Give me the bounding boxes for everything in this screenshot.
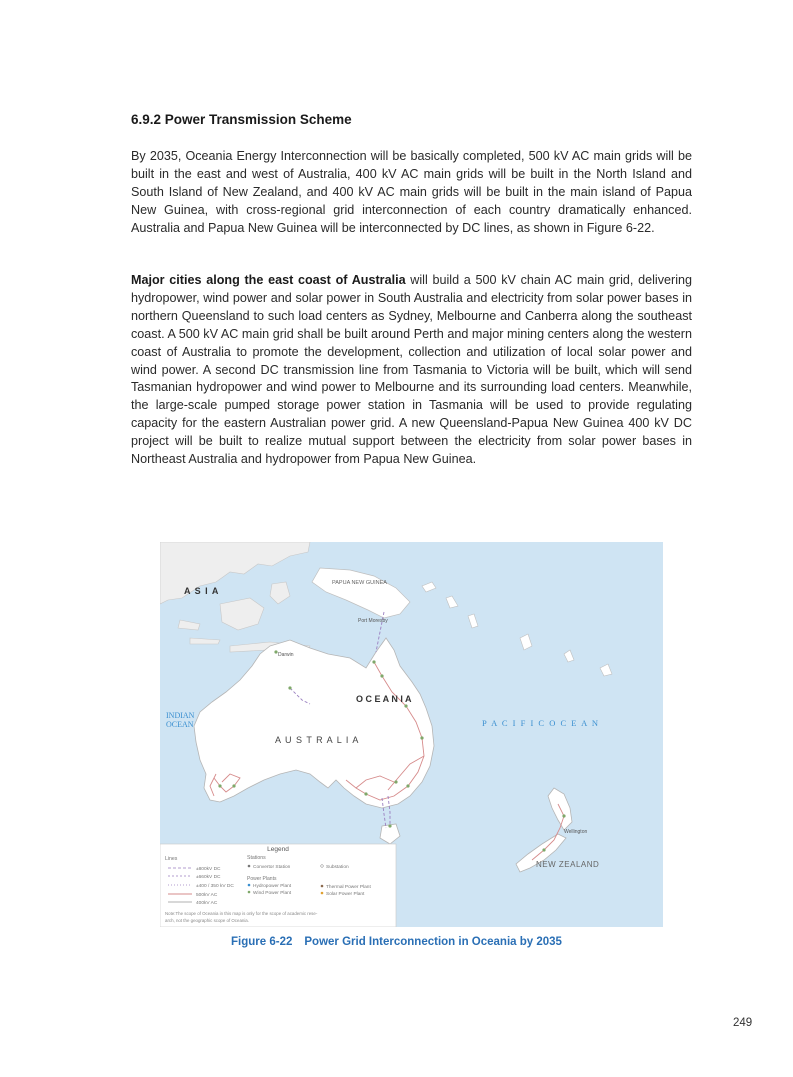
label-new-zealand: NEW ZEALAND xyxy=(536,860,600,869)
map-legend xyxy=(160,844,396,927)
legend-lines-label: Lines xyxy=(165,856,178,862)
legend-line-400kv-ac: 400kV AC xyxy=(196,901,218,906)
label-port-moresby: Port Moresby xyxy=(358,618,388,624)
label-indian-ocean-1: INDIAN xyxy=(166,711,195,720)
paragraph-east-coast xyxy=(131,272,692,469)
oceania-grid-map xyxy=(160,542,663,927)
legend-line-660kv-dc: ±660kV DC xyxy=(196,875,221,880)
legend-thermal-power-plant: Thermal Power Plant xyxy=(326,885,371,890)
paragraph-grid-overview: By 2035, Oceania Energy Interconnection will be basically completed, 500 kV AC main grids will be built in the east and west of Australia, 400 kV AC main grids will be built in the North Island and South Island of New Zealand, and 400 kV AC main grids will be built in the main island of Papua New Guinea, with cross-regional grid interconnection of each country dramatically enhanced. Australia and Papua New Guinea will be interconnected by DC lines, as shown in Figure 6-22. xyxy=(131,149,692,235)
figure-title: Power Grid Interconnection in Oceania by 2035 xyxy=(304,936,562,948)
label-pacific-ocean: P A C I F I C O C E A N xyxy=(482,718,600,728)
legend-power-plants-label: Power Plants xyxy=(247,876,277,882)
legend-line-800kv-dc: ±800kV DC xyxy=(196,867,221,872)
paragraph-body: will build a 500 kV chain AC main grid, delivering hydropower, wind power and solar power in South Australia and electricity from solar power bases in northern Queensland to such load centers as Sydney, Melbourne and Canberra along the southeast coast. A 500 kV AC main grid shall be built around Perth and major mining centers along the western coast of Australia to promote the development, collection and utilization of local solar power and wind power. A second DC transmission line from Tasmania to Victoria will be built, which will send Tasmanian hydropower and wind power to Melbourne and its surrounding load centers. Meanwhile, the large-scale pumped storage power station in Tasmania will be used to provide regulating capacity for the eastern Australian power grid. A new Queensland-Papua New Guinea 400 kV DC project will be built to realize mutual support between the electricity from solar power bases in Northeast Australia and hydropower from Papua New Guinea. xyxy=(131,273,693,467)
label-darwin: Darwin xyxy=(278,652,294,658)
label-oceania: O C E A N I A xyxy=(356,694,412,704)
figure-number: Figure 6-22 xyxy=(231,936,293,948)
legend-line-400-350kv-dc: ±400 / 350 kV DC xyxy=(196,884,234,889)
page-number: 249 xyxy=(733,1017,753,1029)
legend-wind-power-plant: Wind Power Plant xyxy=(253,891,292,896)
legend-note-line-2: arch, not the geographic scope of Oceania. xyxy=(165,918,249,923)
figure-caption xyxy=(0,936,793,948)
legend-convertor-station: Convertor Station xyxy=(253,865,291,870)
legend-substation: Substation xyxy=(326,865,349,870)
label-wellington: Wellington xyxy=(564,829,588,835)
paragraph-lead-bold: Major cities along the east coast of Australia xyxy=(131,273,406,287)
legend-line-500kv-ac: 500kV AC xyxy=(196,893,218,898)
legend-stations-label: Stations xyxy=(247,855,266,861)
label-indian-ocean-2: OCEAN xyxy=(166,720,194,729)
legend-hydropower-plant: Hydropower Plant xyxy=(253,884,292,889)
legend-solar-power-plant: Solar Power Plant xyxy=(326,892,365,897)
label-asia: A S I A xyxy=(184,586,220,596)
legend-title: Legend xyxy=(267,846,289,853)
section-heading: 6.9.2 Power Transmission Scheme xyxy=(131,112,352,127)
label-australia: A U S T R A L I A xyxy=(275,735,360,745)
label-papua-new-guinea: PAPUA NEW GUINEA xyxy=(332,580,387,586)
legend-note-line-1: Note:The scope of Oceania in this map is only for the scope of academic rese- xyxy=(165,911,318,916)
